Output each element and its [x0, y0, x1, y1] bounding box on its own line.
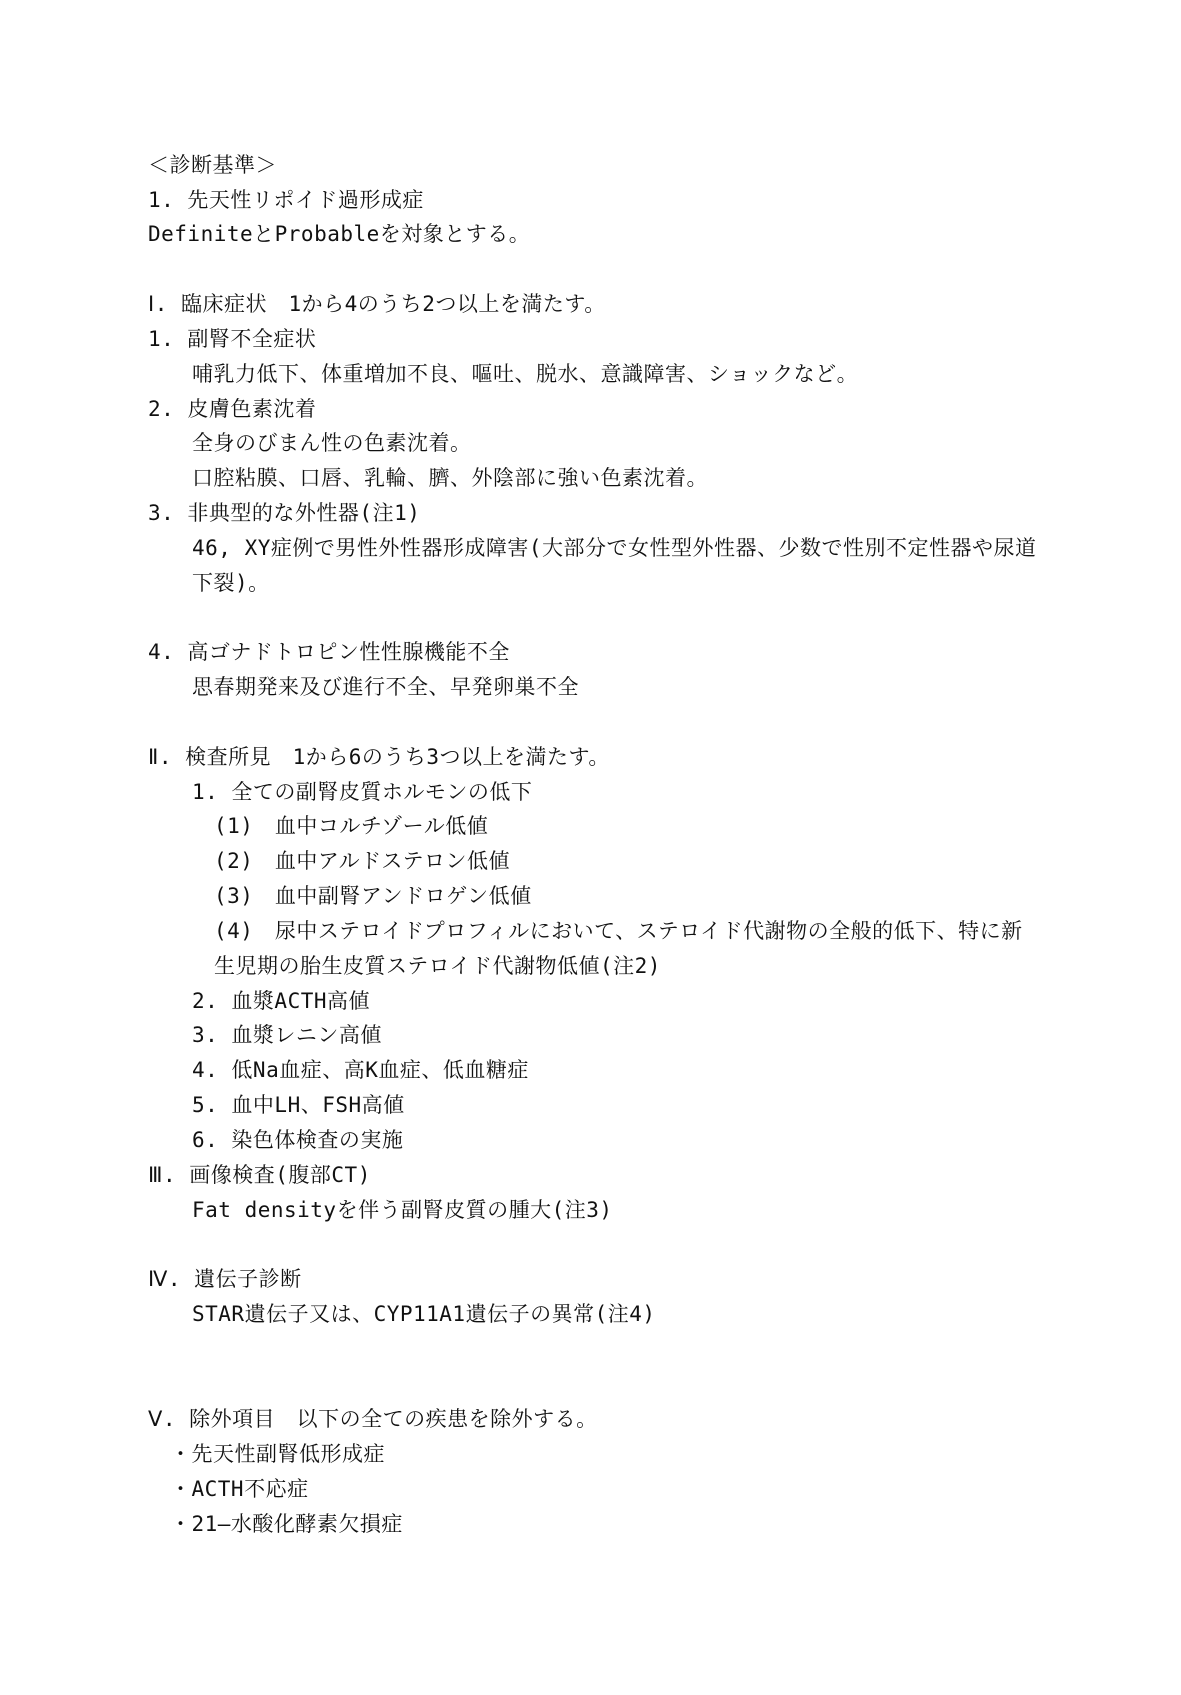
section-3-desc: Fat densityを伴う副腎皮質の腫大(注3)	[192, 1198, 613, 1222]
section-2-sub-4-line-2: 生児期の胎生皮質ステロイド代謝物低値(注2)	[214, 954, 661, 978]
section-1-item-2-desc-2: 口腔粘膜、口唇、乳輪、臍、外陰部に強い色素沈着。	[192, 466, 708, 490]
disease-name: 1. 先天性リポイド過形成症	[148, 188, 424, 212]
section-2-item-2: 2. 血漿ACTH高値	[192, 989, 371, 1013]
section-2-item-1: 1. 全ての副腎皮質ホルモンの低下	[192, 780, 533, 804]
exclusion-item: ・先天性副腎低形成症	[170, 1442, 385, 1466]
section-1-item-3: 3. 非典型的な外性器(注1)	[148, 501, 421, 525]
section-2-sub-2: (2) 血中アルドステロン低値	[214, 849, 510, 873]
section-2-item-5: 5. 血中LH、FSH高値	[192, 1093, 405, 1117]
section-1-item-4: 4. 高ゴナドトロピン性性腺機能不全	[148, 640, 510, 664]
exclusion-item: ・ACTH不応症	[170, 1477, 309, 1501]
section-1-item-2: 2. 皮膚色素沈着	[148, 397, 317, 421]
section-2-item-4: 4. 低Na血症、高K血症、低血糖症	[192, 1058, 529, 1082]
section-2-item-3: 3. 血漿レニン高値	[192, 1023, 382, 1047]
section-1-item-3-desc-2: 下裂)。	[192, 571, 270, 595]
section-2-sub-3: (3) 血中副腎アンドロゲン低値	[214, 884, 532, 908]
exclusion-item: ・21―水酸化酵素欠損症	[170, 1512, 403, 1536]
target-statement: DefiniteとProbableを対象とする。	[148, 222, 531, 246]
section-4-desc: STAR遺伝子又は、CYP11A1遺伝子の異常(注4)	[192, 1302, 656, 1326]
section-1-item-2-desc-1: 全身のびまん性の色素沈着。	[192, 431, 472, 455]
section-2-sub-4-line-1: (4) 尿中ステロイドプロフィルにおいて、ステロイド代謝物の全般的低下、特に新	[214, 919, 1023, 943]
section-4-title: Ⅳ. 遺伝子診断	[148, 1267, 302, 1291]
section-2-sub-1: (1) 血中コルチゾール低値	[214, 814, 489, 838]
section-1-title: Ⅰ. 臨床症状 1から4のうち2つ以上を満たす。	[148, 292, 606, 316]
section-1-item-1-desc: 哺乳力低下、体重増加不良、嘔吐、脱水、意識障害、ショックなど。	[192, 362, 859, 386]
diagnostic-criteria-heading: ＜診断基準＞	[148, 153, 277, 177]
section-5-title: Ⅴ. 除外項目 以下の全ての疾患を除外する。	[148, 1407, 598, 1431]
section-3-title: Ⅲ. 画像検査(腹部CT)	[148, 1163, 371, 1187]
section-2-item-6: 6. 染色体検査の実施	[192, 1128, 404, 1152]
section-2-title: Ⅱ. 検査所見 1から6のうち3つ以上を満たす。	[148, 745, 610, 769]
section-1-item-3-desc-1: 46, XY症例で男性外性器形成障害(大部分で女性型外性器、少数で性別不定性器や尿道	[192, 536, 1037, 560]
section-1-item-4-desc: 思春期発来及び進行不全、早発卵巣不全	[192, 675, 579, 699]
section-1-item-1: 1. 副腎不全症状	[148, 327, 317, 351]
